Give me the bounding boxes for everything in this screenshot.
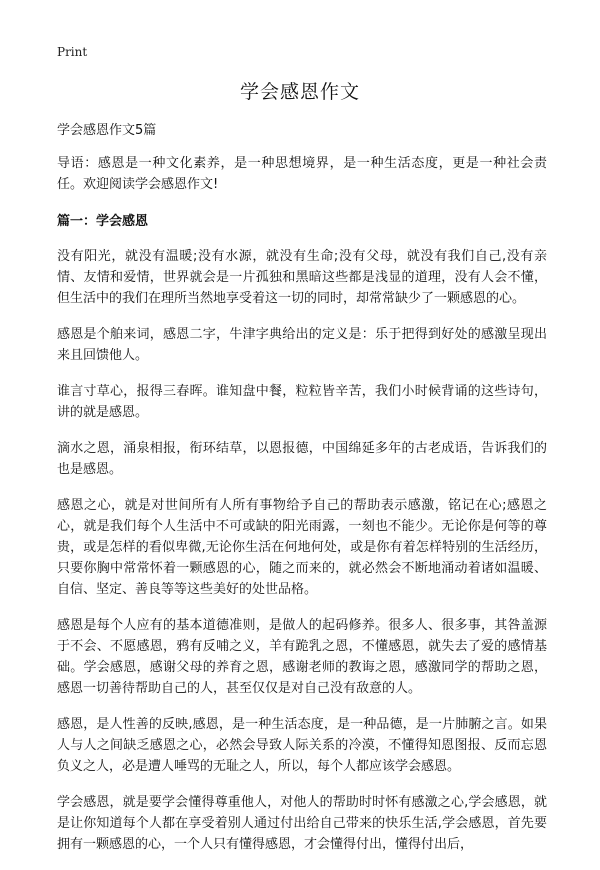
document-subtitle: 学会感恩作文5篇: [57, 123, 157, 138]
paragraph: 没有阳光，就没有温暖;没有水源，就没有生命;没有父母，就没有我们自己,没有亲情、友情和爱情，世界就会是一片孤独和黑暗这些都是浅显的道理，没有人会不懂，但生活中的我们在理所当然地享受着这一切的同时，却常常缺少了一颗感恩的心。: [57, 249, 547, 306]
paragraph: 滴水之恩，涌泉相报，衔环结草，以恩报德，中国绵延多年的古老成语，告诉我们的也是感恩。: [57, 441, 547, 477]
paragraph: 谁言寸草心，报得三春晖。谁知盘中餐，粒粒皆辛苦，我们小时候背诵的这些诗句，讲的就是感恩。: [57, 384, 547, 420]
intro-paragraph: 导语：感恩是一种文化素养，是一种思想境界，是一种生活态度，更是一种社会责任。欢迎阅读学会感恩作文!: [57, 156, 547, 192]
paragraph: 学会感恩，就是要学会懂得尊重他人，对他人的帮助时时怀有感激之心,学会感恩，就是让你知道每个人都在享受着别人通过付出给自己带来的快乐生活,学会感恩，首先要拥有一颗感恩的心，一个人只有懂得感恩，才会懂得付出，懂得付出后，: [57, 795, 547, 852]
paragraph: 感恩是每个人应有的基本道德准则，是做人的起码修养。很多人、很多事，其咎盖源于不会、不愿感恩，鸦有反哺之义，羊有跪乳之恩，不懂感恩，就失去了爱的感情基础。学会感恩，感谢父母的养育之恩，感谢老师的教诲之恩，感激同学的帮助之恩，感恩一切善待帮助自己的人，甚至仅仅是对自己没有敌意的人。: [57, 618, 547, 696]
section-heading: 篇一：学会感恩: [57, 214, 149, 229]
paragraph: 感恩，是人性善的反映,感恩，是一种生活态度，是一种品德，是一片肺腑之言。如果人与人之间缺乏感恩之心，必然会导致人际关系的冷漠，不懂得知恩图报、反而忘恩负义之人，必是遭人唾骂的无耻之人，所以，每个人都应该学会感恩。: [57, 717, 547, 774]
paragraph: 感恩之心，就是对世间所有人所有事物给予自己的帮助表示感激，铭记在心;感恩之心，就是我们每个人生活中不可或缺的阳光雨露，一刻也不能少。无论你是何等的尊贵，或是怎样的看似卑微,无论你生活在何地何处，或是你有着怎样特别的生活经历，只要你胸中常常怀着一颗感恩的心，随之而来的，就必然会不断地涌动着诸如温暖、自信、坚定、善良等等这些美好的处世品格。: [57, 498, 547, 597]
article-body: [57, 120, 547, 870]
print-label[interactable]: Print: [57, 45, 88, 59]
page-title: 学会感恩作文: [239, 81, 360, 103]
paragraph: 感恩是个舶来词，感恩二字，牛津字典给出的定义是：乐于把得到好处的感激呈现出来且回馈他人。: [57, 327, 547, 363]
